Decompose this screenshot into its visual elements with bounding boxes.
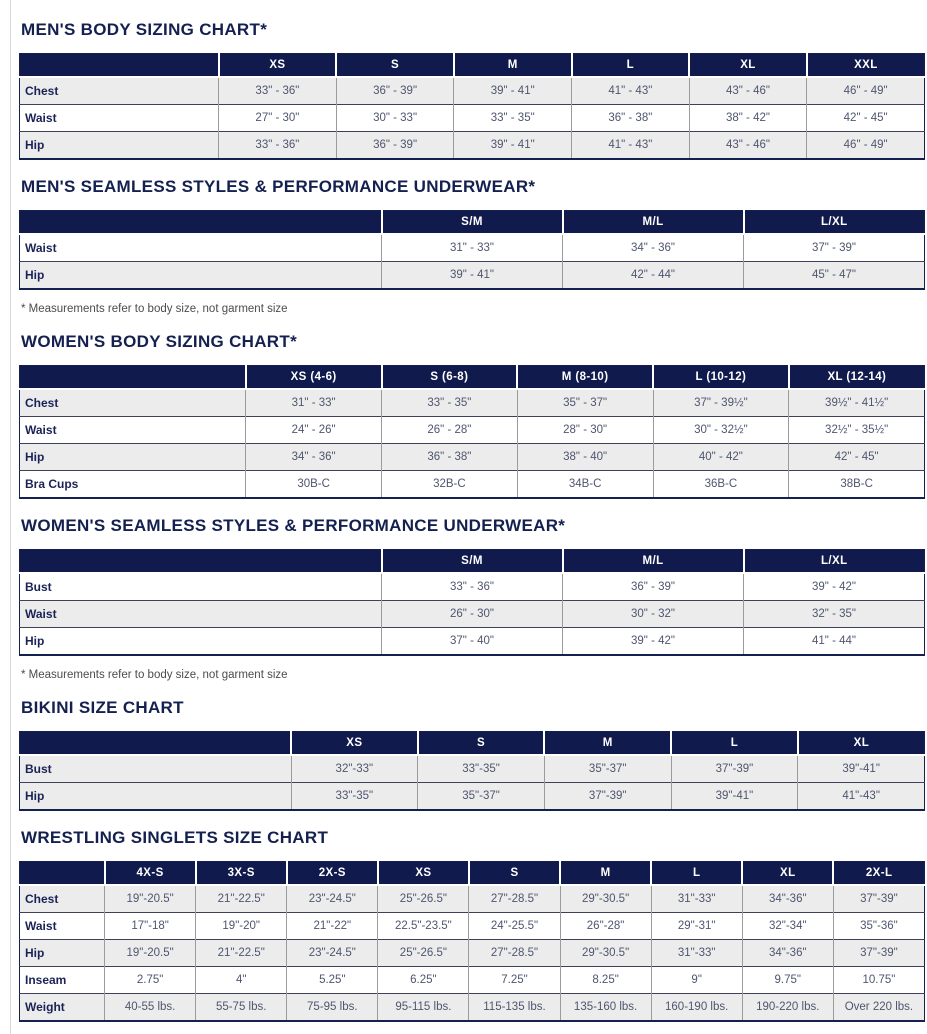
size-value-cell: 32B-C xyxy=(382,471,518,499)
row-label: Chest xyxy=(20,389,246,417)
table-row xyxy=(20,105,925,132)
size-value-cell: 37"-39" xyxy=(544,783,671,811)
size-value-cell: 46" - 49" xyxy=(807,132,925,160)
size-value-cell: 41" - 43" xyxy=(572,132,690,160)
size-value-cell: 31" - 33" xyxy=(246,389,382,417)
size-value-cell: 35"-36" xyxy=(833,913,924,940)
size-value-cell: 33" - 35" xyxy=(454,105,572,132)
size-value-cell: 27"-28.5" xyxy=(469,940,560,967)
size-value-cell: 19"-20.5" xyxy=(105,940,196,967)
size-column-header: S/M xyxy=(382,550,563,574)
size-column-header: M xyxy=(454,54,572,78)
size-value-cell: 25"-26.5" xyxy=(378,885,469,913)
header-row xyxy=(20,862,925,886)
size-value-cell: 9.75" xyxy=(742,967,833,994)
womens-body-sizing-section xyxy=(19,332,926,499)
size-value-cell: 38" - 40" xyxy=(517,444,653,471)
size-value-cell: 41" - 44" xyxy=(744,628,925,656)
size-value-cell: 45" - 47" xyxy=(744,262,925,290)
row-label: Weight xyxy=(20,994,105,1022)
size-value-cell: 41" - 43" xyxy=(572,77,690,105)
size-value-cell: 35"-37" xyxy=(544,755,671,783)
table-row xyxy=(20,628,925,656)
size-value-cell: 17"-18" xyxy=(105,913,196,940)
size-value-cell: 26" - 28" xyxy=(382,417,518,444)
size-column-header: L xyxy=(671,732,798,756)
size-value-cell: 7.25" xyxy=(469,967,560,994)
size-value-cell: 36B-C xyxy=(653,471,789,499)
size-value-cell: 32"-34" xyxy=(742,913,833,940)
table-row xyxy=(20,783,925,811)
size-value-cell: 32½" - 35½" xyxy=(789,417,925,444)
table-row xyxy=(20,755,925,783)
corner-cell xyxy=(20,211,382,235)
size-value-cell: 8.25" xyxy=(560,967,651,994)
size-value-cell: 26"-28" xyxy=(560,913,651,940)
measurement-footnote: * Measurements refer to body size, not garment size xyxy=(21,669,288,681)
row-label: Chest xyxy=(20,885,105,913)
size-value-cell: 39" - 41" xyxy=(454,132,572,160)
size-value-cell: 36" - 39" xyxy=(336,132,454,160)
size-value-cell: 75-95 lbs. xyxy=(287,994,378,1022)
size-value-cell: 19"-20.5" xyxy=(105,885,196,913)
size-value-cell: 31"-33" xyxy=(651,940,742,967)
size-column-header: XS xyxy=(378,862,469,886)
row-label: Hip xyxy=(20,132,219,160)
wrestling-singlets-size-table xyxy=(19,861,925,1022)
row-label: Hip xyxy=(20,262,382,290)
size-value-cell: 30" - 32½" xyxy=(653,417,789,444)
table-row xyxy=(20,471,925,499)
size-column-header: S xyxy=(469,862,560,886)
size-value-cell: 9" xyxy=(651,967,742,994)
size-column-header: 3X-S xyxy=(196,862,287,886)
bikini-size-section xyxy=(19,698,926,811)
row-label: Bust xyxy=(20,573,382,601)
size-value-cell: 29"-30.5" xyxy=(560,940,651,967)
mens-body-sizing-section xyxy=(19,20,926,160)
table-row xyxy=(20,417,925,444)
row-label: Inseam xyxy=(20,967,105,994)
size-value-cell: Over 220 lbs. xyxy=(833,994,924,1022)
size-value-cell: 30B-C xyxy=(246,471,382,499)
size-value-cell: 38" - 42" xyxy=(689,105,807,132)
size-value-cell: 39"-41" xyxy=(798,755,925,783)
size-value-cell: 23"-24.5" xyxy=(287,940,378,967)
size-column-header: 2X-S xyxy=(287,862,378,886)
header-row xyxy=(20,211,925,235)
size-value-cell: 19"-20" xyxy=(196,913,287,940)
size-value-cell: 23"-24.5" xyxy=(287,885,378,913)
size-value-cell: 40" - 42" xyxy=(653,444,789,471)
size-value-cell: 31" - 33" xyxy=(382,234,563,262)
size-value-cell: 42" - 45" xyxy=(807,105,925,132)
size-value-cell: 24" - 26" xyxy=(246,417,382,444)
size-value-cell: 27"-28.5" xyxy=(469,885,560,913)
size-value-cell: 35" - 37" xyxy=(517,389,653,417)
size-value-cell: 43" - 46" xyxy=(689,132,807,160)
size-value-cell: 29"-31" xyxy=(651,913,742,940)
table-row xyxy=(20,573,925,601)
womens-body-sizing-title: WOMEN'S BODY SIZING CHART* xyxy=(21,332,297,351)
size-column-header: XS (4-6) xyxy=(246,366,382,390)
table-row xyxy=(20,444,925,471)
size-value-cell: 36" - 38" xyxy=(572,105,690,132)
header-row xyxy=(20,732,925,756)
womens-body-sizing-table xyxy=(19,365,925,499)
table-row xyxy=(20,885,925,913)
bikini-size-title: BIKINI SIZE CHART xyxy=(21,698,184,717)
size-value-cell: 37" - 40" xyxy=(382,628,563,656)
size-value-cell: 39"-41" xyxy=(671,783,798,811)
size-value-cell: 24"-25.5" xyxy=(469,913,560,940)
table-row xyxy=(20,994,925,1022)
wrestling-singlets-size-section xyxy=(19,828,926,1022)
size-value-cell: 21"-22.5" xyxy=(196,885,287,913)
size-value-cell: 26" - 30" xyxy=(382,601,563,628)
mens-seamless-underwear-title: MEN'S SEAMLESS STYLES & PERFORMANCE UNDERWEAR* xyxy=(21,177,536,196)
mens-body-sizing-title: MEN'S BODY SIZING CHART* xyxy=(21,20,268,39)
size-value-cell: 42" - 44" xyxy=(563,262,744,290)
size-value-cell: 34B-C xyxy=(517,471,653,499)
size-value-cell: 36" - 38" xyxy=(382,444,518,471)
row-label: Waist xyxy=(20,234,382,262)
size-value-cell: 36" - 39" xyxy=(563,573,744,601)
mens-body-sizing-table xyxy=(19,53,925,160)
size-column-header: XS xyxy=(291,732,418,756)
size-value-cell: 33"-35" xyxy=(418,755,545,783)
size-value-cell: 22.5"-23.5" xyxy=(378,913,469,940)
size-value-cell: 21"-22" xyxy=(287,913,378,940)
size-value-cell: 43" - 46" xyxy=(689,77,807,105)
row-label: Waist xyxy=(20,105,219,132)
row-label: Hip xyxy=(20,940,105,967)
size-value-cell: 46" - 49" xyxy=(807,77,925,105)
size-column-header: S (6-8) xyxy=(382,366,518,390)
size-value-cell: 30" - 33" xyxy=(336,105,454,132)
size-column-header: M (8-10) xyxy=(517,366,653,390)
size-column-header: 4X-S xyxy=(105,862,196,886)
size-value-cell: 135-160 lbs. xyxy=(560,994,651,1022)
size-value-cell: 33" - 35" xyxy=(382,389,518,417)
size-column-header: S xyxy=(336,54,454,78)
size-value-cell: 37"-39" xyxy=(671,755,798,783)
size-value-cell: 37" - 39" xyxy=(744,234,925,262)
corner-cell xyxy=(20,732,292,756)
mens-seamless-underwear-section xyxy=(19,177,926,315)
size-value-cell: 34"-36" xyxy=(742,940,833,967)
size-column-header: S/M xyxy=(382,211,563,235)
size-value-cell: 95-115 lbs. xyxy=(378,994,469,1022)
size-value-cell: 40-55 lbs. xyxy=(105,994,196,1022)
corner-cell xyxy=(20,550,382,574)
size-value-cell: 39" - 41" xyxy=(382,262,563,290)
size-value-cell: 36" - 39" xyxy=(336,77,454,105)
size-value-cell: 115-135 lbs. xyxy=(469,994,560,1022)
size-value-cell: 37"-39" xyxy=(833,885,924,913)
size-value-cell: 34" - 36" xyxy=(246,444,382,471)
size-value-cell: 21"-22.5" xyxy=(196,940,287,967)
size-value-cell: 33" - 36" xyxy=(219,77,337,105)
size-value-cell: 37"-39" xyxy=(833,940,924,967)
size-column-header: L xyxy=(651,862,742,886)
sizing-charts-page xyxy=(10,0,927,1034)
size-value-cell: 10.75" xyxy=(833,967,924,994)
size-value-cell: 33"-35" xyxy=(291,783,418,811)
table-row xyxy=(20,77,925,105)
size-value-cell: 37" - 39½" xyxy=(653,389,789,417)
row-label: Waist xyxy=(20,913,105,940)
womens-seamless-underwear-section xyxy=(19,516,926,681)
size-value-cell: 39" - 41" xyxy=(454,77,572,105)
size-column-header: M/L xyxy=(563,211,744,235)
size-value-cell: 39" - 42" xyxy=(744,573,925,601)
size-value-cell: 32" - 35" xyxy=(744,601,925,628)
size-value-cell: 25"-26.5" xyxy=(378,940,469,967)
bikini-size-table xyxy=(19,731,925,811)
table-row xyxy=(20,389,925,417)
row-label: Hip xyxy=(20,628,382,656)
size-value-cell: 38B-C xyxy=(789,471,925,499)
table-row xyxy=(20,967,925,994)
size-column-header: S xyxy=(418,732,545,756)
size-column-header: L (10-12) xyxy=(653,366,789,390)
wrestling-singlets-size-title: WRESTLING SINGLETS SIZE CHART xyxy=(21,828,329,847)
size-value-cell: 4" xyxy=(196,967,287,994)
size-column-header: XL xyxy=(742,862,833,886)
row-label: Waist xyxy=(20,601,382,628)
womens-seamless-underwear-title: WOMEN'S SEAMLESS STYLES & PERFORMANCE UNDERWEAR* xyxy=(21,516,566,535)
size-value-cell: 6.25" xyxy=(378,967,469,994)
size-value-cell: 55-75 lbs. xyxy=(196,994,287,1022)
size-column-header: L/XL xyxy=(744,550,925,574)
corner-cell xyxy=(20,862,105,886)
row-label: Waist xyxy=(20,417,246,444)
measurement-footnote: * Measurements refer to body size, not garment size xyxy=(21,303,288,315)
size-value-cell: 2.75" xyxy=(105,967,196,994)
row-label: Hip xyxy=(20,444,246,471)
size-value-cell: 30" - 32" xyxy=(563,601,744,628)
size-value-cell: 39½" - 41½" xyxy=(789,389,925,417)
size-column-header: L xyxy=(572,54,690,78)
header-row xyxy=(20,54,925,78)
size-value-cell: 27" - 30" xyxy=(219,105,337,132)
size-value-cell: 41"-43" xyxy=(798,783,925,811)
size-value-cell: 31"-33" xyxy=(651,885,742,913)
table-row xyxy=(20,132,925,160)
size-value-cell: 42" - 45" xyxy=(789,444,925,471)
table-row xyxy=(20,601,925,628)
table-row xyxy=(20,262,925,290)
header-row xyxy=(20,366,925,390)
size-value-cell: 160-190 lbs. xyxy=(651,994,742,1022)
size-column-header: XL xyxy=(798,732,925,756)
corner-cell xyxy=(20,366,246,390)
womens-seamless-underwear-table xyxy=(19,549,925,656)
size-column-header: XXL xyxy=(807,54,925,78)
size-value-cell: 33" - 36" xyxy=(219,132,337,160)
size-column-header: M xyxy=(560,862,651,886)
size-column-header: M/L xyxy=(563,550,744,574)
size-value-cell: 34"-36" xyxy=(742,885,833,913)
size-value-cell: 39" - 42" xyxy=(563,628,744,656)
table-row xyxy=(20,234,925,262)
corner-cell xyxy=(20,54,219,78)
row-label: Hip xyxy=(20,783,292,811)
size-column-header: XL xyxy=(689,54,807,78)
size-value-cell: 33" - 36" xyxy=(382,573,563,601)
table-row xyxy=(20,940,925,967)
mens-seamless-underwear-table xyxy=(19,210,925,290)
size-value-cell: 5.25" xyxy=(287,967,378,994)
size-value-cell: 34" - 36" xyxy=(563,234,744,262)
size-column-header: XL (12-14) xyxy=(789,366,925,390)
size-value-cell: 35"-37" xyxy=(418,783,545,811)
size-column-header: M xyxy=(544,732,671,756)
row-label: Chest xyxy=(20,77,219,105)
row-label: Bust xyxy=(20,755,292,783)
size-value-cell: 32"-33" xyxy=(291,755,418,783)
header-row xyxy=(20,550,925,574)
size-value-cell: 28" - 30" xyxy=(517,417,653,444)
size-column-header: L/XL xyxy=(744,211,925,235)
row-label: Bra Cups xyxy=(20,471,246,499)
table-row xyxy=(20,913,925,940)
size-value-cell: 190-220 lbs. xyxy=(742,994,833,1022)
size-column-header: 2X-L xyxy=(833,862,924,886)
size-value-cell: 29"-30.5" xyxy=(560,885,651,913)
size-column-header: XS xyxy=(219,54,337,78)
